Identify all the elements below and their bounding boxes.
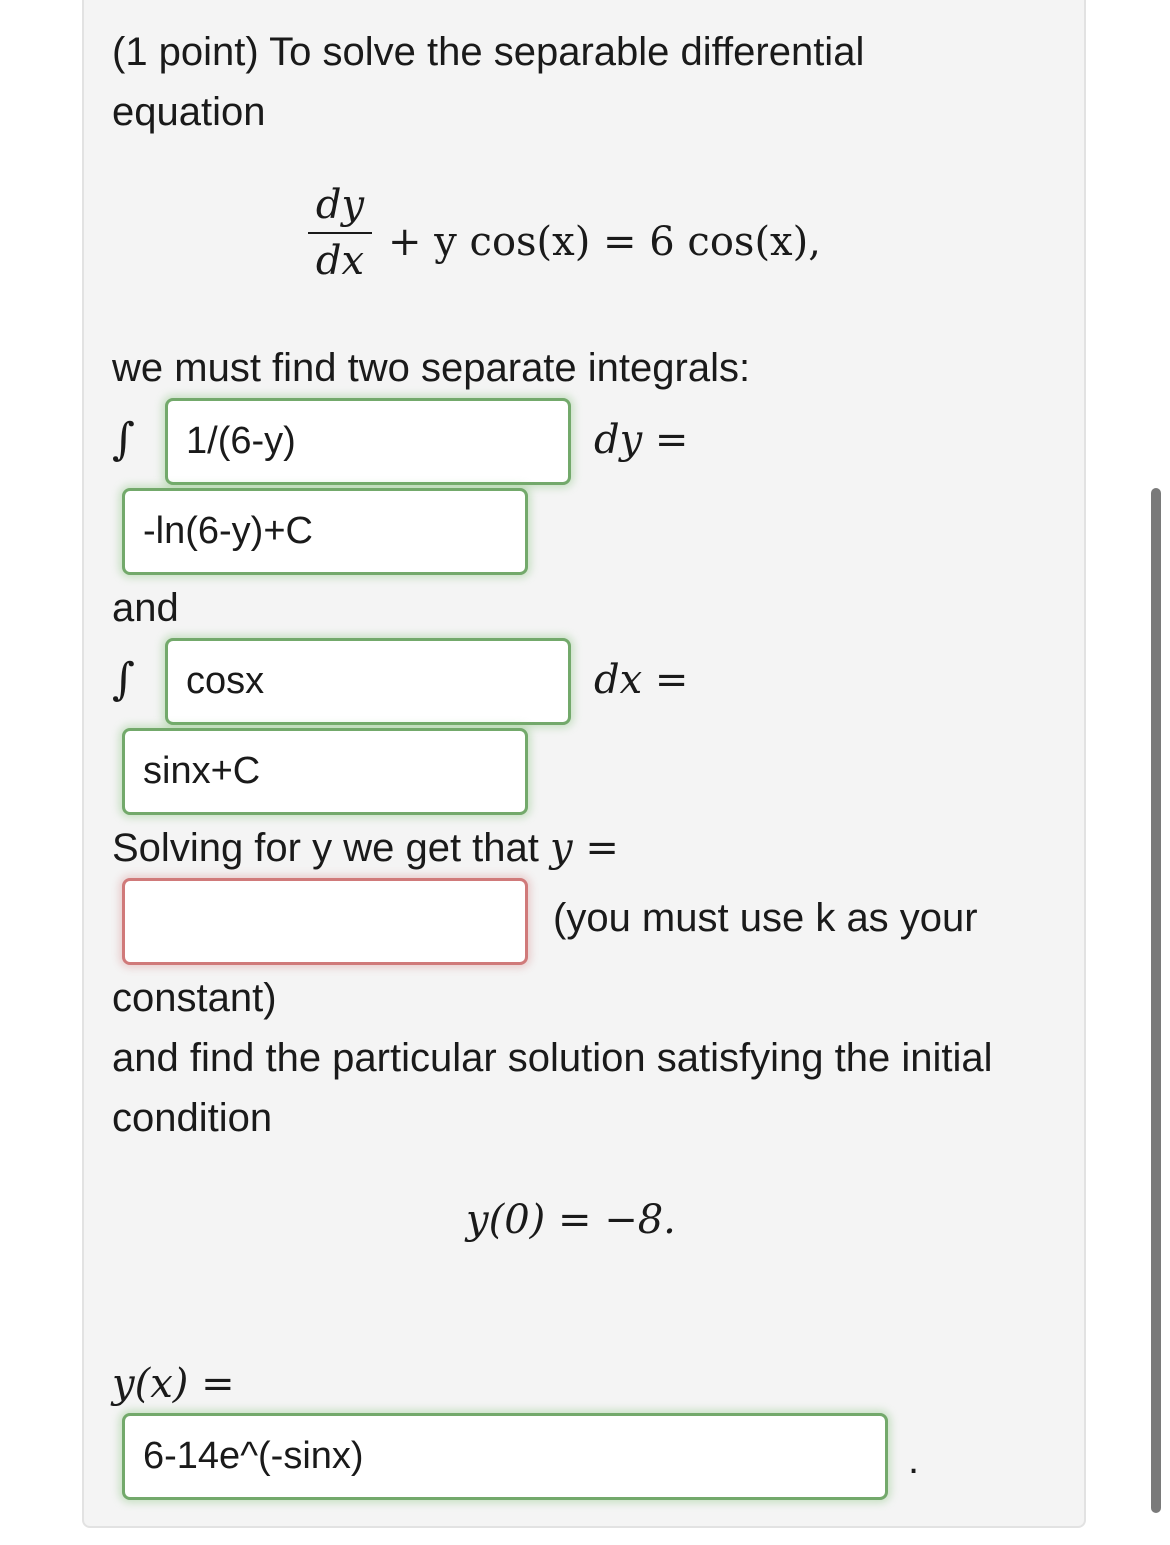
final-period: . <box>908 1438 920 1482</box>
antiderivative-input-2[interactable]: sinx+C <box>122 728 528 815</box>
general-solution-input[interactable] <box>122 878 528 965</box>
solving-label: Solving for y we get that <box>112 826 539 870</box>
constant-note: (you must use k as your <box>553 896 978 940</box>
yx-label: y(x) = <box>112 1361 235 1407</box>
and-text: and <box>112 586 179 630</box>
constant-note-2: constant) <box>112 976 277 1020</box>
solving-text <box>112 818 619 878</box>
fraction-denominator: dx <box>315 238 365 284</box>
antiderivative-input-1[interactable]: -ln(6-y)+C <box>122 488 528 575</box>
particular-solution-input[interactable]: 6-14e^(-sinx) <box>122 1413 888 1500</box>
integrand-input-2[interactable]: cosx <box>165 638 571 725</box>
particular-line-1: and find the particular solution satisfying the initial <box>112 1036 993 1080</box>
integral-sign-1: ∫ <box>112 414 135 465</box>
fraction-bar <box>308 232 372 234</box>
fraction-numerator: dy <box>315 182 365 228</box>
differential-dy: dy = <box>594 417 689 463</box>
derivative-fraction <box>308 182 372 284</box>
find-integrals-text: we must find two separate integrals: <box>112 346 751 390</box>
differential-dx: dx = <box>594 657 689 703</box>
vertical-scrollbar[interactable] <box>1151 488 1161 1513</box>
equation-rhs: + y cos(x) = 6 cos(x), <box>388 219 821 265</box>
integrand-input-1[interactable]: 1/(6-y) <box>165 398 571 485</box>
particular-line-2: condition <box>112 1096 273 1140</box>
y-equals: y = <box>550 825 619 871</box>
intro-line-1: (1 point) To solve the separable differential <box>112 30 865 74</box>
intro-line-2: equation <box>112 90 266 134</box>
integral-sign-2: ∫ <box>112 654 135 705</box>
initial-condition: y(0) = −8. <box>466 1197 676 1243</box>
